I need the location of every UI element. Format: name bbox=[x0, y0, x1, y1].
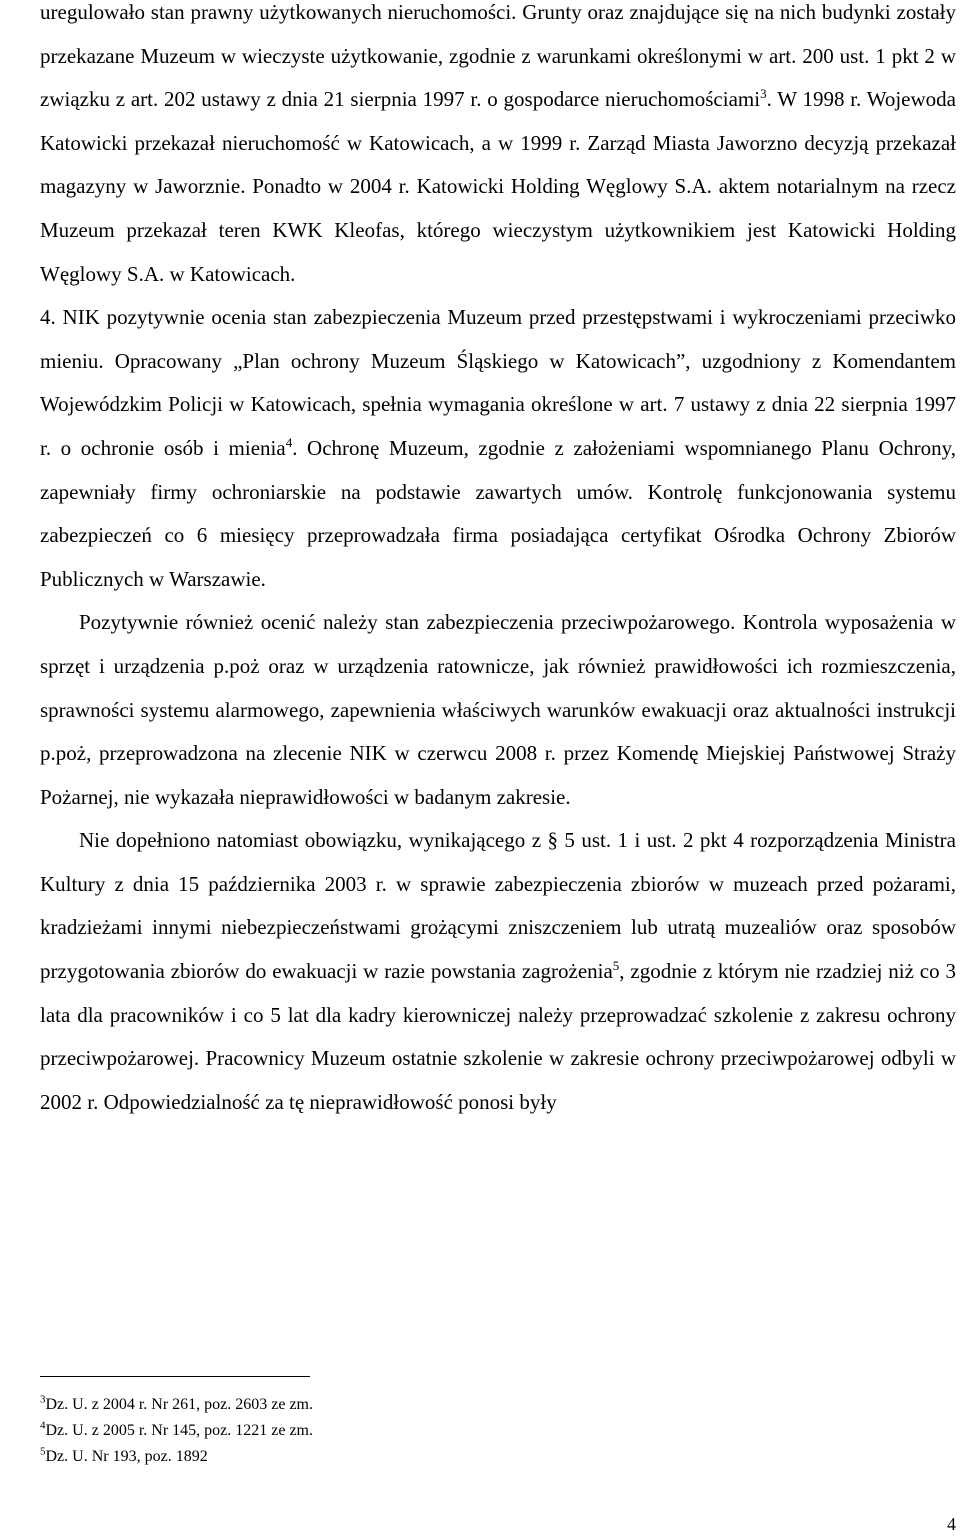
footnote-mark: 4 bbox=[40, 1419, 46, 1432]
paragraph-text: . W 1998 r. Wojewoda Katowicki przekazał nieruchomość w Katowicach, a w 1999 r. Zarząd Miasta Jaworzno decyzją przekazał magazyny w Jaworznie. Ponadto w 2004 r. Katowicki Holding Węglowy S.A. aktem notarialnym na rzecz Muzeum przekazał teren KWK Kleofas, którego wieczystym użytkownikiem jest Katowicki Holding Węglowy S.A. w Katowicach. bbox=[40, 87, 956, 286]
paragraph-text: 4. NIK pozytywnie ocenia stan zabezpieczenia Muzeum przed przestępstwami i wykroczeniami przeciwko mieniu. Opracowany „Plan ochrony Muzeum Śląskiego w Katowicach”, uzgodniony z Komendantem Wojewódzkim Policji w Katowicach, spełnia wymagania określone w art. 7 ustawy z dnia 22 sierpnia 1997 r. o ochronie osób i mienia bbox=[40, 305, 956, 460]
footnote-mark: 5 bbox=[40, 1445, 46, 1458]
footnote-reference: 5 bbox=[612, 958, 620, 974]
footnote-mark: 3 bbox=[40, 1393, 46, 1406]
footnote-text: Dz. U. z 2004 r. Nr 261, poz. 2603 ze zm. bbox=[45, 1396, 313, 1413]
paragraph bbox=[40, 601, 956, 819]
paragraph bbox=[40, 296, 956, 601]
footnote bbox=[40, 1444, 313, 1470]
footnote-text: Dz. U. z 2005 r. Nr 145, poz. 1221 ze zm. bbox=[45, 1422, 313, 1439]
page-number: 4 bbox=[947, 1514, 956, 1534]
body-text bbox=[40, 0, 956, 1124]
paragraph-text: Pozytywnie również ocenić należy stan zabezpieczenia przeciwpożarowego. Kontrola wyposażenia w sprzęt i urządzenia p.poż oraz w urządzenia ratownicze, jak również prawidłowości ich rozmieszczenia, sprawności systemu alarmowego, zapewnienia właściwych warunków ewakuacji oraz aktualności instrukcji p.poż, przeprowadzona na zlecenie NIK w czerwcu 2008 r. przez Komendę Miejskiej Państwowej Straży Pożarnej, nie wykazała nieprawidłowości w badanym zakresie. bbox=[40, 610, 956, 809]
paragraph bbox=[40, 0, 956, 296]
paragraph bbox=[40, 819, 956, 1124]
footnote-reference: 3 bbox=[760, 86, 767, 102]
footnote bbox=[40, 1418, 313, 1444]
paragraph-text: Nie dopełniono natomiast obowiązku, wynikającego z § 5 ust. 1 i ust. 2 pkt 4 rozporządzenia Ministra Kultury z dnia 15 października 2003 r. w sprawie zabezpieczenia zbiorów w muzeach przed pożarami, kradzieżami innymi niebezpieczeństwami grożącymi zniszczeniem lub utratą muzealiów oraz sposobów przygotowania zbiorów do ewakuacji w razie powstania zagrożenia bbox=[40, 828, 956, 984]
footnote-text: Dz. U. Nr 193, poz. 1892 bbox=[45, 1448, 208, 1465]
paragraph-text: , zgodnie z którym nie rzadziej niż co 3 lata dla pracowników i co 5 lat dla kadry kierowniczej należy przeprowadzać szkolenie z zakresu ochrony przeciwpożarowej. Pracownicy Muzeum ostatnie szkolenie w zakresie ochrony przeciwpożarowej odbyli w 2002 r. Odpowiedzialność za tę nieprawidłowość ponosi były bbox=[40, 959, 956, 1114]
paragraph-text: uregulowało stan prawny użytkowanych nieruchomości. Grunty oraz znajdujące się na nich budynki zostały przekazane Muzeum w wieczyste użytkowanie, zgodnie z warunkami określonymi w art. 200 ust. 1 pkt 2 w związku z art. 202 ustawy z dnia 21 sierpnia 1997 r. o gospodarce nieruchomościami bbox=[40, 0, 956, 112]
paragraph-text: . Ochronę Muzeum, zgodnie z założeniami wspomnianego Planu Ochrony, zapewniały firmy ochroniarskie na podstawie zawartych umów. Kontrolę funkcjonowania systemu zabezpieczeń co 6 miesięcy przeprowadzała firma posiadająca certyfikat Ośrodka Ochrony Zbiorów Publicznych w Warszawie. bbox=[40, 435, 956, 591]
footnote-separator bbox=[40, 1376, 310, 1377]
footnote-reference: 4 bbox=[285, 434, 293, 450]
footnote bbox=[40, 1392, 313, 1418]
document-page bbox=[40, 0, 956, 1465]
footnotes bbox=[40, 1392, 313, 1470]
